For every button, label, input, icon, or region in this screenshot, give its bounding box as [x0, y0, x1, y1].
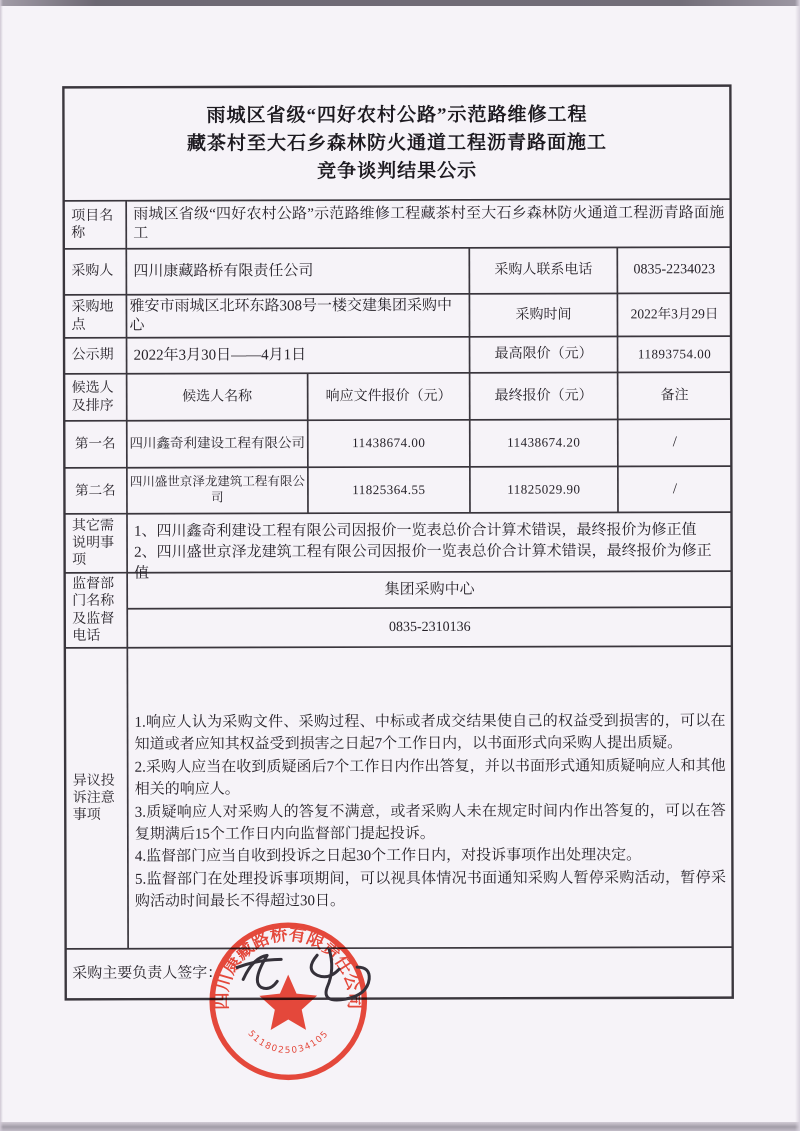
objection-item-2: 2.采购人应当在收到质疑函后7个工作日内作出答复，并以书面形式通知质疑响应人和其他相关的响应人。: [134, 757, 726, 798]
document-title-line-1: 雨城区省级“四好农村公路”示范路维修工程: [206, 104, 588, 127]
other-note-2: 2、四川盛世京泽龙建筑工程有限公司因报价一览表总价合计算术错误，最终报价为修正值: [134, 543, 712, 582]
candidate-2-rank: 第二名: [75, 482, 116, 498]
candidate-2-final: 11825029.90: [507, 481, 581, 497]
objection-item-3: 3.质疑响应人对采购人的答复不满意，或者采购人未在规定时间内作出答复的，可以在答复期满后15个工作日内向监督部门提起投诉。: [134, 802, 726, 843]
candidate-1-final: 11438674.20: [507, 434, 581, 451]
candidate-1-bid: 11438674.00: [352, 435, 426, 451]
candidate-name-header: 候选人名称: [182, 389, 253, 405]
max-price-value: 11893754.00: [637, 346, 712, 362]
objection-item-1: 1.响应人认为采购文件、采购过程、中标或者成交结果使自己的权益受到损害的，可以在知道或者应知其权益受到损害之日起7个工作日内，以书面形式向采购人提出质疑。: [134, 713, 726, 754]
purchaser-value: 四川康藏路桥有限责任公司: [133, 262, 314, 280]
candidate-1-name: 四川鑫奇利建设工程有限公司: [129, 435, 306, 451]
other-notes-label: 其它需说明事项: [71, 518, 115, 568]
candidate-2-remark: /: [672, 480, 678, 497]
objection-label: 异议投诉注意事项: [72, 773, 115, 823]
purchaser-phone-value: 0835-2234023: [633, 262, 716, 278]
purchase-location-value: 雅安市雨城区北环东路308号一楼交建集团采购中心: [129, 297, 452, 334]
purchaser-phone-label: 采购人联系电话: [494, 262, 593, 279]
publicity-period-label: 公示期: [71, 348, 114, 364]
project-name-label: 项目名称: [71, 208, 114, 241]
objection-content: [127, 646, 733, 949]
supervision-department: 集团采购中心: [384, 581, 475, 598]
document-title-line-3: 竞争谈判结果公示: [317, 160, 478, 183]
seal-company-name: 四川康藏路桥有限责任公司: [212, 924, 365, 1010]
final-price-header: 最终报价（元）: [494, 388, 593, 404]
seal-serial-number: 5118025034105: [245, 1028, 332, 1057]
candidates-rank-header: 候选人及排序: [71, 381, 114, 414]
other-note-1: 1、四川鑫奇利建设工程有限公司因报价一览表总价合计算术错误，最终报价为修正值: [134, 522, 697, 540]
objection-item-4: 4.监督部门应当自收到投诉之日起30个工作日内，对投诉事项作出处理决定。: [134, 847, 642, 866]
candidate-2-name: 四川盛世京泽龙建筑工程有限公司: [129, 474, 305, 505]
max-price-label: 最高限价（元）: [494, 346, 593, 363]
project-name-value: 雨城区省级“四好农村公路”示范路维修工程藏茶村至大石乡森林防火通道工程沥青路面施工: [133, 205, 725, 242]
purchase-time-label: 采购时间: [515, 307, 572, 323]
supervision-phone: 0835-2310136: [388, 619, 471, 635]
candidate-2-bid: 11825364.55: [352, 481, 426, 497]
remark-header: 备注: [660, 387, 689, 404]
document-title-line-2: 藏茶村至大石乡森林防火通道工程沥青路面施工: [186, 132, 608, 155]
supervision-label: 监督部门名称及监督电话: [72, 576, 115, 644]
bid-price-header: 响应文件报价（元）: [325, 388, 452, 404]
candidate-1-remark: /: [672, 434, 677, 451]
signature-label: 采购主要负责人签字：: [72, 965, 223, 982]
svg-text:5118025034105: [246, 1029, 332, 1056]
purchase-time-value: 2022年3月29日: [630, 306, 719, 322]
other-notes-value: [127, 512, 732, 582]
signature-handwriting: [229, 941, 379, 1013]
publicity-period-value: 2022年3月30日——4月1日: [133, 346, 307, 364]
candidate-1-rank: 第一名: [75, 435, 116, 451]
objection-item-5: 5.监督部门在处理投诉事项期间，可以视具体情况书面通知采购人暂停采购活动，暂停采购活动时间最长不得超过30日。: [134, 869, 726, 910]
purchaser-label: 采购人: [71, 264, 114, 280]
purchase-location-label: 采购地点: [71, 300, 114, 333]
